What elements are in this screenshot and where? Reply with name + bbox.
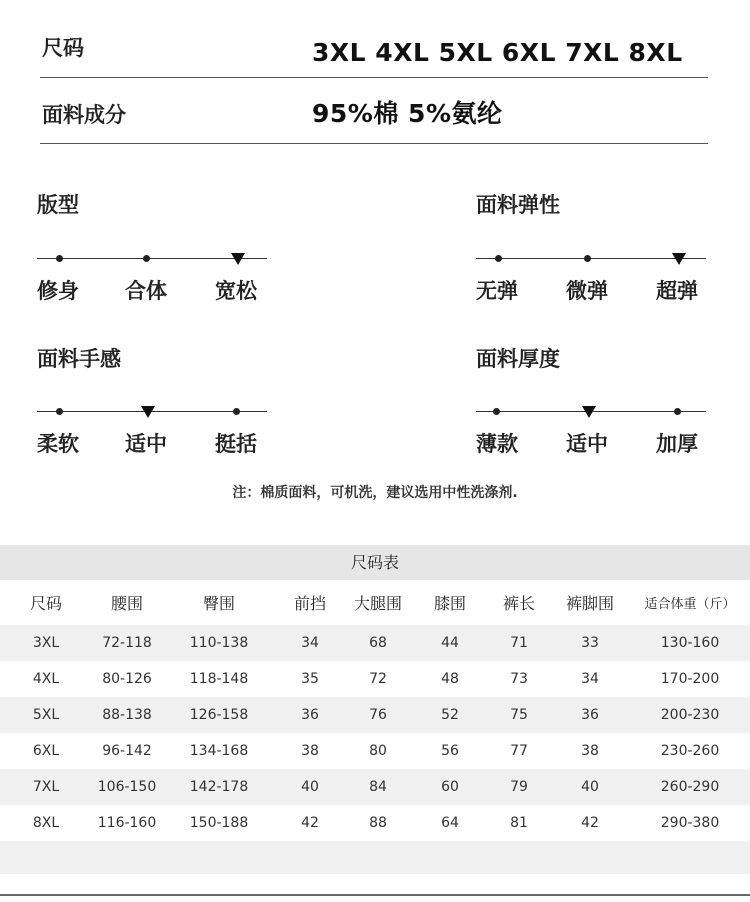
header-cell: 膝围 bbox=[433, 594, 466, 613]
header-cell: 前挡 bbox=[293, 594, 326, 613]
table-cell: 52 bbox=[441, 707, 459, 723]
header-cell: 适合体重（斤） bbox=[644, 597, 736, 612]
hand-feel-option-medium: 适中 bbox=[125, 432, 167, 456]
elasticity-option-none: 无弹 bbox=[476, 279, 518, 303]
scale-dot bbox=[56, 255, 63, 262]
selected-marker-icon bbox=[672, 253, 686, 265]
table-cell: 35 bbox=[301, 671, 319, 687]
care-note: 注：棉质面料，可机洗，建议选用中性洗涤剂. bbox=[232, 485, 518, 501]
table-cell: 40 bbox=[301, 779, 319, 795]
thickness-title: 面料厚度 bbox=[476, 347, 560, 371]
header-cell: 裤长 bbox=[502, 594, 535, 613]
table-row bbox=[0, 625, 750, 661]
table-cell: 77 bbox=[510, 743, 528, 759]
header-cell: 尺码 bbox=[29, 594, 62, 613]
table-cell: 79 bbox=[510, 779, 528, 795]
elasticity-option-super: 超弹 bbox=[656, 279, 698, 303]
header-cell: 腰围 bbox=[110, 594, 143, 613]
hand-feel-option-soft: 柔软 bbox=[37, 432, 79, 456]
thickness-scale bbox=[476, 398, 706, 458]
divider bbox=[40, 143, 708, 144]
table-cell: 134-168 bbox=[189, 743, 249, 759]
table-cell: 106-150 bbox=[97, 779, 157, 795]
table-cell: 81 bbox=[510, 815, 528, 831]
selected-marker-icon bbox=[582, 406, 596, 418]
table-cell: 38 bbox=[581, 743, 599, 759]
table-row bbox=[0, 805, 750, 841]
table-cell: 3XL bbox=[32, 635, 60, 651]
header-cell: 大腿围 bbox=[353, 594, 402, 613]
table-cell: 60 bbox=[441, 779, 459, 795]
table-cell: 36 bbox=[301, 707, 319, 723]
scale-dot bbox=[493, 408, 500, 415]
table-cell: 80 bbox=[369, 743, 387, 759]
table-cell: 200-230 bbox=[660, 707, 720, 723]
fabric-value: 95%棉 5%氨纶 bbox=[312, 99, 503, 128]
table-cell: 260-290 bbox=[660, 779, 720, 795]
fabric-label: 面料成分 bbox=[42, 103, 126, 127]
scale-dot bbox=[584, 255, 591, 262]
size-table-title: 尺码表 bbox=[0, 545, 750, 580]
table-cell: 230-260 bbox=[660, 743, 720, 759]
fit-title: 版型 bbox=[37, 193, 79, 217]
table-cell: 290-380 bbox=[660, 815, 720, 831]
elasticity-title: 面料弹性 bbox=[476, 193, 560, 217]
table-cell: 5XL bbox=[32, 707, 60, 723]
hand-feel-scale bbox=[37, 398, 267, 458]
hand-feel-title: 面料手感 bbox=[37, 347, 121, 371]
size-value: 3XL 4XL 5XL 6XL 7XL 8XL bbox=[312, 38, 683, 67]
table-row bbox=[0, 769, 750, 805]
table-row bbox=[0, 661, 750, 697]
table-cell: 40 bbox=[581, 779, 599, 795]
table-cell: 76 bbox=[369, 707, 387, 723]
table-cell: 68 bbox=[369, 635, 387, 651]
fit-option-regular: 合体 bbox=[125, 279, 167, 303]
table-cell: 64 bbox=[441, 815, 459, 831]
table-cell: 116-160 bbox=[97, 815, 157, 831]
thickness-option-medium: 适中 bbox=[566, 432, 608, 456]
fit-option-slim: 修身 bbox=[37, 279, 79, 303]
table-cell: 6XL bbox=[32, 743, 60, 759]
elasticity-scale bbox=[476, 245, 706, 305]
table-cell: 84 bbox=[369, 779, 387, 795]
table-cell: 130-160 bbox=[660, 635, 720, 651]
table-cell: 44 bbox=[441, 635, 459, 651]
divider bbox=[40, 77, 708, 78]
table-cell: 80-126 bbox=[102, 671, 152, 687]
table-cell: 72-118 bbox=[102, 635, 152, 651]
table-cell: 118-148 bbox=[189, 671, 249, 687]
table-cell: 71 bbox=[510, 635, 528, 651]
scale-dot bbox=[495, 255, 502, 262]
table-row bbox=[0, 733, 750, 769]
table-footer bbox=[0, 841, 750, 874]
table-cell: 150-188 bbox=[189, 815, 249, 831]
table-header-row bbox=[0, 580, 750, 625]
hand-feel-option-stiff: 挺括 bbox=[215, 432, 257, 456]
table-cell: 7XL bbox=[32, 779, 60, 795]
table-cell: 4XL bbox=[32, 671, 60, 687]
table-cell: 56 bbox=[441, 743, 459, 759]
bottom-divider bbox=[0, 894, 750, 896]
scale-dot bbox=[233, 408, 240, 415]
table-cell: 33 bbox=[581, 635, 599, 651]
size-label: 尺码 bbox=[42, 36, 84, 60]
table-cell: 48 bbox=[441, 671, 459, 687]
thickness-option-thick: 加厚 bbox=[656, 432, 698, 456]
selected-marker-icon bbox=[231, 253, 245, 265]
thickness-option-thin: 薄款 bbox=[476, 432, 518, 456]
fit-option-loose: 宽松 bbox=[215, 279, 257, 303]
table-cell: 73 bbox=[510, 671, 528, 687]
table-cell: 34 bbox=[301, 635, 319, 651]
table-cell: 34 bbox=[581, 671, 599, 687]
selected-marker-icon bbox=[141, 406, 155, 418]
table-cell: 75 bbox=[510, 707, 528, 723]
table-cell: 42 bbox=[581, 815, 599, 831]
elasticity-option-slight: 微弹 bbox=[566, 279, 608, 303]
table-cell: 88-138 bbox=[102, 707, 152, 723]
table-cell: 96-142 bbox=[102, 743, 152, 759]
table-cell: 8XL bbox=[32, 815, 60, 831]
table-cell: 126-158 bbox=[189, 707, 249, 723]
table-cell: 88 bbox=[369, 815, 387, 831]
header-cell: 臀围 bbox=[202, 594, 235, 613]
table-cell: 110-138 bbox=[189, 635, 249, 651]
table-cell: 42 bbox=[301, 815, 319, 831]
table-cell: 142-178 bbox=[189, 779, 249, 795]
header-cell: 裤脚围 bbox=[565, 594, 614, 613]
table-cell: 72 bbox=[369, 671, 387, 687]
table-cell: 36 bbox=[581, 707, 599, 723]
table-cell: 38 bbox=[301, 743, 319, 759]
fit-scale bbox=[37, 245, 267, 305]
size-table bbox=[0, 545, 750, 874]
table-row bbox=[0, 697, 750, 733]
scale-dot bbox=[143, 255, 150, 262]
scale-dot bbox=[56, 408, 63, 415]
table-cell: 170-200 bbox=[660, 671, 720, 687]
scale-dot bbox=[674, 408, 681, 415]
